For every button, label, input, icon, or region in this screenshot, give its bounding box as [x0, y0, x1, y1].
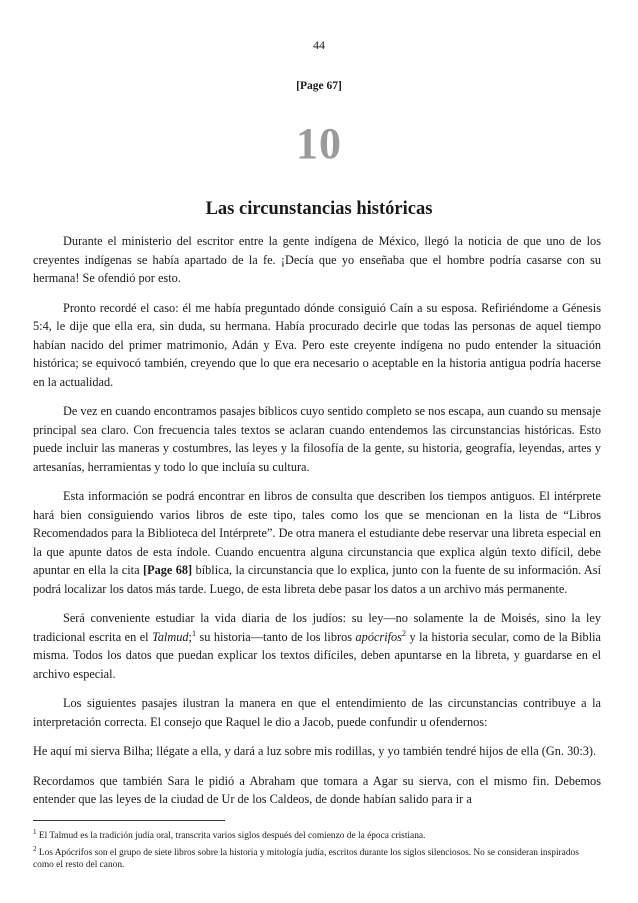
footnote-marker-1: 1: [191, 628, 196, 638]
chapter-number: 10: [296, 119, 342, 168]
bible-quote: He aquí mi sierva Bilha; llégate a ella, y dará a luz sobre mis rodillas, y yo también tendré hijos de ella (Gn. 30:3).: [33, 744, 597, 758]
paragraph-5-text-c: y la historia secular, como de la Biblia misma. Todos los datos que puedan explicar los textos difíciles, deben apuntarse en la libreta, y guardarse en el archivo especial.: [33, 629, 601, 681]
page-number: 44: [313, 38, 325, 52]
inline-page-reference: [Page 68]: [142, 563, 193, 577]
paragraph-8: Recordamos que también Sara le pidió a Abraham que tomara a Agar su sierva, con el mismo fin. Debemos entender que las leyes de la ciudad de Ur de los Caldeos, de donde habían salido para ir a: [33, 773, 601, 806]
footnote-2-mark: 2: [33, 844, 37, 853]
footnote-2: [33, 843, 601, 872]
paragraph-6: Los siguientes pasajes ilustran la manera en que el entendimiento de las circunstancias contribuye a la interpretación correcta. El consejo que Raquel le dio a Jacob, puede confundir u ofendernos:: [33, 696, 601, 729]
talmud-term: Talmud: [152, 629, 189, 644]
paragraph-5-text-a: Será conveniente estudiar la vida diaria de los judíos: su ley—no solamente la de Moisés, sino la ley tradicional escrita en el: [33, 611, 601, 644]
footnotes: [33, 820, 601, 872]
paragraph-5-text-b: su historia—tanto de los libros: [195, 629, 356, 644]
paragraph-4: [33, 487, 601, 598]
chapter-body: [33, 232, 601, 820]
paragraph-1: Durante el ministerio del escritor entre la gente indígena de México, llegó la noticia de que uno de los creyentes indígenas se había apartado de la fe. ¡Decía que yo enseñaba que el hombre podría casarse con su hermana! Se ofendió por esto.: [33, 234, 601, 285]
page-reference: [Page 67]: [296, 80, 342, 92]
apocrifos-term: apócrifos: [355, 629, 402, 644]
footnote-marker-2: 2: [401, 628, 406, 638]
footnote-2-text: Los Apócrifos son el grupo de siete libros sobre la historia y mitología judía, escritos durante los siglos silenciosos. No se consideran inspirados como el resto del canon.: [33, 847, 579, 871]
footnote-1-text: El Talmud es la tradición judía oral, transcrita varios siglos después del comienzo de la época cristiana.: [38, 831, 426, 842]
paragraph-5: Será conveniente estudiar la vida diaria de los judíos: su ley—no solamente la de Moisés, sino la ley tradicional escrita en el Talmud;$^1$ su historia—tanto de los libros apócrifos$^2$ y la historia secular, como de la Biblia misma. Todos los datos que puedan explicar los textos difíciles, deben apuntarse en la libreta, y guardarse en el archivo especial.: [33, 611, 601, 681]
paragraph-4-text-b: bíblica, la circunstancia que lo explica, junto con la fuente de su información. Así podrá localizar los datos más tarde. Luego, de esta libreta debe pasar los datos a un archivo más permanente.: [33, 563, 601, 596]
footnote-separator: [33, 820, 225, 821]
chapter-title: Las circunstancias históricas: [205, 199, 433, 219]
paragraph-3: De vez en cuando encontramos pasajes bíblicos cuyo sentido completo se nos escapa, aun cuando su mensaje principal sea claro. Con frecuencia tales textos se aclaran cuando entendemos las circunstancias históricas. Esto puede incluir las maneras y costumbres, las leyes y la filosofía de la gente, su historia, geografía, leyendas, artes y artesanías, herramientas y todo lo que incluía su cultura.: [33, 404, 601, 474]
footnote-1-mark: 1: [33, 828, 37, 836]
paragraph-4-text-a: Esta información se podrá encontrar en libros de consulta que describen los tiempos antiguos. El intérprete hará bien consiguiendo varios libros de este tipo, tales como los que se mencionan en la lista de “Libros Recomendados para la Biblioteca del Intérprete”. De otra manera el estudiante debe reservar una libreta especial en la que apunte datos de esta índole. Cuando encuentra alguna circunstancia que explica algún texto difícil, debe apuntar en ella la cita: [33, 489, 601, 577]
footnote-1: [33, 826, 601, 843]
paragraph-2: Pronto recordé el caso: él me había preguntado dónde consiguió Caín a su esposa. Refiriéndome a Génesis 5:4, le dije que ella era, sin duda, su hermana. Había procurado decirle que todas las personas de aquel tiempo habían nacido del primer matrimonio, Adán y Eva. Pero este creyente indígena no pudo entender la situación histórica; se equivocó también, creyendo que lo que era necesario o aceptable en la historia antigua podría hacerse en la actualidad.: [33, 300, 601, 389]
